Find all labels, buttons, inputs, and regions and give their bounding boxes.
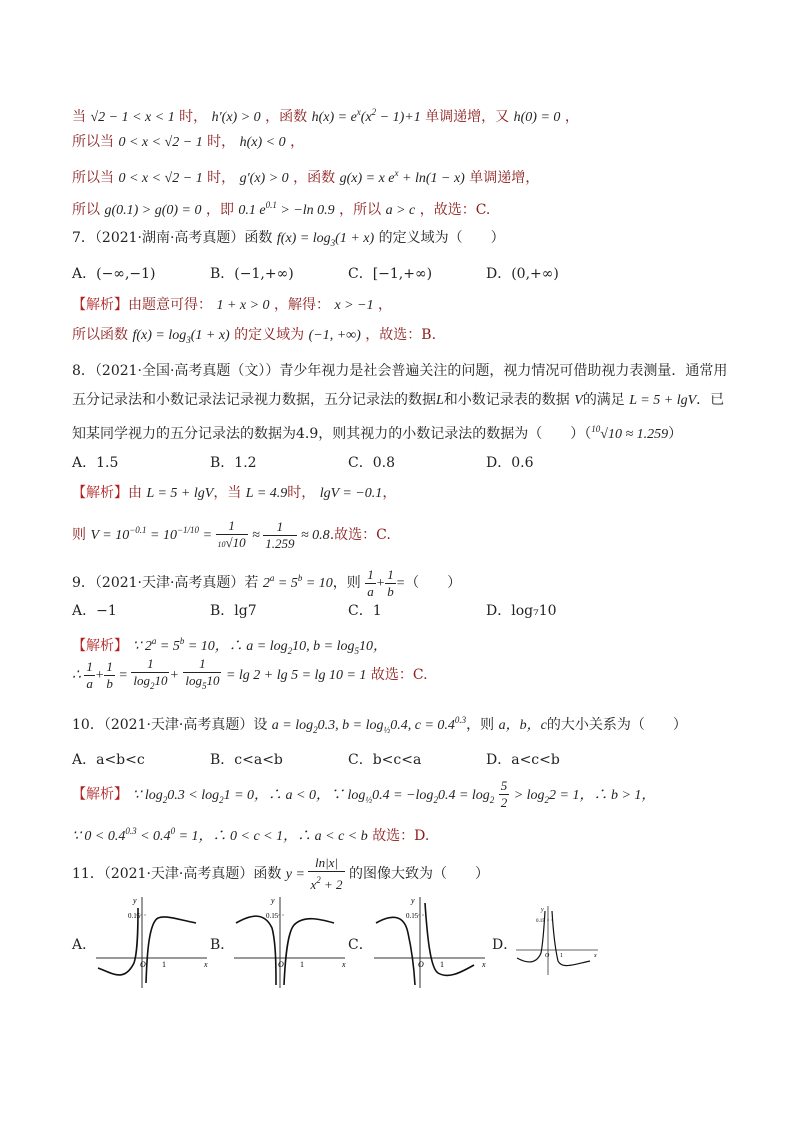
text-segment: 9．（2021·天津·高考真题）若 bbox=[72, 575, 259, 591]
text-segment: ，则 bbox=[466, 717, 495, 733]
text-segment: （ ） bbox=[405, 575, 462, 591]
text-segment: 由 bbox=[128, 485, 142, 501]
axis-label: 1 bbox=[560, 953, 563, 959]
text-segment: 10．（2021·天津·高考真题）设 bbox=[72, 717, 268, 733]
text-segment: 的大小关系为（ ） bbox=[546, 717, 687, 733]
text-segment: 单调递增， bbox=[469, 170, 540, 186]
q8-option-d[interactable]: D．0.6 bbox=[486, 455, 534, 471]
axis-label: 0.15 bbox=[128, 912, 141, 920]
solution-tag: 【解析】 bbox=[72, 638, 128, 654]
q7-option-a[interactable]: A．(−∞,−1) bbox=[72, 266, 156, 282]
question-7-stem: 7．（2021·湖南·高考真题）函数 $f(x) = \log_3(1 + x)$ 的定义域为（ ） bbox=[72, 230, 505, 248]
text-segment: 则 bbox=[72, 527, 86, 543]
q7-solution-line-1: 【解析】由题意可得： 1 + x > 0 ，解得： x > −1 ， bbox=[72, 297, 393, 313]
axis-label: 0.15 bbox=[536, 919, 545, 924]
q7-option-c[interactable]: C．[−1,+∞) bbox=[348, 266, 433, 282]
text-segment: 所以当 bbox=[72, 170, 114, 186]
graph-option-c[interactable] bbox=[370, 893, 490, 993]
question-8-stem-3: 知某同学视力的五分记录法的数据为4.9，则其视力的小数记录法的数据为（ ）（$^{10}$√10 ≈ 1.259） bbox=[72, 424, 683, 442]
q9-option-a[interactable]: A．−1 bbox=[72, 603, 117, 619]
q7-solution-line-2: 所以函数 $f(x) = \log_3(1 + x)$ 的定义域为 (−1, +∞) ，故选：B. bbox=[72, 327, 437, 345]
q11-option-b[interactable]: B． bbox=[210, 937, 235, 953]
axis-label: y bbox=[411, 896, 415, 905]
q8-solution-line-1: 【解析】由 L = 5 + lgV，当 L = 4.9时， lgV = −0.1， bbox=[72, 485, 397, 501]
graph-option-a[interactable] bbox=[92, 893, 212, 993]
text-segment: ） bbox=[668, 426, 683, 442]
q11-option-a[interactable]: A． bbox=[72, 937, 97, 953]
text-segment: 的定义域为 bbox=[234, 327, 305, 343]
text-segment: 单调递增，又 bbox=[425, 109, 510, 125]
text-segment: 故选：D. bbox=[372, 828, 430, 844]
q10-option-b[interactable]: B．c<a<b bbox=[210, 752, 283, 768]
axis-label: y bbox=[271, 896, 275, 905]
q10-option-d[interactable]: D．a<c<b bbox=[486, 752, 560, 768]
solution-line-3: 所以当 0 < x < √2 − 1 时， g′(x) > 0 ，函数 g(x) = x $e^x + \ln(1 - x)$ 单调递增， bbox=[72, 168, 540, 186]
q9-solution-line-2: ∴ $\frac{1}{a}$ + $\frac{1}{b}$ = $\frac{1}{\log_210}$ + $\frac{1}{\log_510}$ = lg 2 + lg 5 = lg 10 = 1 故选：C. bbox=[72, 656, 428, 691]
text-segment: ，故选：B. bbox=[365, 327, 437, 343]
q8-option-a[interactable]: A．1.5 bbox=[72, 455, 119, 471]
q9-option-c[interactable]: C．1 bbox=[348, 603, 382, 619]
solution-line-4: 所以 g(0.1) > g(0) = 0 ，即 0.1 $e^{0.1} > -\ln$ 0.9 ，所以 a > c ，故选：C. bbox=[72, 200, 491, 218]
text-segment: 故选：C. bbox=[370, 667, 428, 683]
axis-label: O bbox=[545, 953, 550, 959]
question-10-stem: 10．（2021·天津·高考真题）设 $a = \log_20.3$, $b = \log_{\frac{1}{2}}0.4$, $c = 0.4^{0.3}$，则 a，b，c的大小关系为（ ） bbox=[72, 715, 687, 735]
text-segment: 所以函数 bbox=[72, 327, 128, 343]
solution-line-2: 所以当 0 < x < √2 − 1 时， h(x) < 0 ， bbox=[72, 134, 305, 150]
solution-tag: 【解析】 bbox=[72, 786, 128, 803]
axis-label: 0.15 bbox=[406, 912, 419, 920]
text-segment: 时， bbox=[287, 485, 316, 501]
text-segment: 和小数记录表的数据 bbox=[443, 392, 570, 408]
text-segment: ， bbox=[290, 134, 305, 150]
solution-tag: 【解析】 bbox=[72, 297, 128, 313]
axis-label: y bbox=[133, 896, 137, 905]
q8-option-b[interactable]: B．1.2 bbox=[210, 455, 257, 471]
q10-solution-line-2: ∵ $0 < 0.4^{0.3} < 0.4^0 = 1$，∴ 0 < c < 1，∴ a < c < b 故选：D. bbox=[72, 826, 430, 844]
text-segment: 当 bbox=[72, 109, 86, 125]
q9-option-b[interactable]: B．lg7 bbox=[210, 603, 257, 619]
axis-label: x bbox=[482, 960, 486, 969]
axis-label: x bbox=[342, 960, 346, 969]
axis-label: x bbox=[594, 953, 597, 959]
text-segment: 的满足 bbox=[582, 392, 625, 408]
axis-label: x bbox=[204, 960, 208, 969]
text-segment: 的图像大致为（ ） bbox=[348, 866, 489, 882]
text-segment: ，当 bbox=[213, 485, 242, 501]
question-8-stem-1: 8．（2021·全国·高考真题（文））青少年视力是社会普遍关注的问题，视力情况可借助视力表测量．通常用 bbox=[72, 363, 728, 379]
q10-option-a[interactable]: A．a<b<c bbox=[72, 752, 145, 768]
q11-option-c[interactable]: C． bbox=[348, 937, 373, 953]
text-segment: .故选：C. bbox=[329, 527, 391, 543]
text-segment: 所以当 bbox=[72, 134, 114, 150]
q7-option-d[interactable]: D．(0,+∞) bbox=[486, 266, 559, 282]
text-segment: 时， bbox=[207, 134, 236, 150]
text-segment: 时， bbox=[207, 170, 236, 186]
q11-option-d[interactable]: D． bbox=[492, 937, 518, 953]
graph-option-d[interactable] bbox=[512, 903, 602, 978]
text-segment: ，所以 bbox=[339, 202, 382, 218]
text-segment: 由题意可得： bbox=[128, 297, 212, 313]
axis-label: 1 bbox=[162, 960, 166, 969]
q8-option-c[interactable]: C．0.8 bbox=[348, 455, 395, 471]
axis-label: O bbox=[418, 960, 424, 969]
axis-label: y bbox=[541, 907, 544, 913]
text-segment: 知某同学视力的五分记录法的数据为4.9，则其视力的小数记录法的数据为（ ）（ bbox=[72, 426, 592, 442]
text-segment: ， bbox=[382, 485, 397, 501]
text-segment: 时， bbox=[179, 109, 208, 125]
q9-solution-line-1: 【解析】 ∵ $2^a = 5^b = 10$，∴ $a = \log_210$, $b = \log_510$， bbox=[72, 636, 387, 656]
text-segment: ， bbox=[564, 109, 579, 125]
text-segment: 五分记录法和小数记录法记录视力数据，五分记录法的数据 bbox=[72, 392, 436, 408]
text-segment: ，故选：C. bbox=[419, 202, 491, 218]
text-segment: ，函数 bbox=[265, 109, 308, 125]
axis-label: 1 bbox=[300, 960, 304, 969]
graph-option-b[interactable] bbox=[230, 893, 350, 993]
text-segment: 的定义域为（ ） bbox=[378, 230, 505, 246]
axis-label: O bbox=[140, 960, 146, 969]
text-segment: 7．（2021·湖南·高考真题）函数 bbox=[72, 230, 273, 246]
q9-option-d[interactable]: D．log₇10 bbox=[486, 603, 557, 619]
q8-solution-line-2: 则 $V = 10^{-0.1} = 10^{-1/10}$ = $\frac{1}{10√10}$ ≈ $\frac{1}{1.259}$ ≈ 0.8.故选：C. bbox=[72, 517, 391, 551]
text-segment: 11．（2021·天津·高考真题）函数 bbox=[72, 866, 282, 882]
text-segment: ，即 bbox=[205, 202, 234, 218]
solution-line-1: 当 √2 − 1 < x < 1 时， h′(x) > 0 ，函数 $h(x) = e^x(x^2 - 1)+1$ 单调递增，又 h(0) = 0 ， bbox=[72, 107, 579, 125]
q7-option-b[interactable]: B．(−1,+∞) bbox=[210, 266, 294, 282]
text-segment: 所以 bbox=[72, 202, 100, 218]
question-9-stem: 9．（2021·天津·高考真题）若 $2^a = 5^b = 10$，则 $\frac{1}{a}$ + $\frac{1}{b}$ =（ ） bbox=[72, 566, 462, 599]
question-11-stem: 11．（2021·天津·高考真题）函数 y = $\frac{\ln|x|}{x^2 + 2}$ 的图像大致为（ ） bbox=[72, 855, 489, 892]
q10-option-c[interactable]: C．b<c<a bbox=[348, 752, 422, 768]
text-segment: ，则 bbox=[332, 575, 361, 591]
text-segment: ，解得： bbox=[274, 297, 331, 313]
text-segment: ， bbox=[378, 297, 393, 313]
q10-solution-line-1: 【解析】 ∵ $\log_20.3 < \log_21 = 0$，∴ a < 0，∵ $\log_{\frac{1}{2}}0.4 = -\log_20.4 = \log_2$ $\frac{5}{2}$ > $\log_22 = 1$，∴ b > 1， bbox=[72, 778, 656, 810]
text-segment: ．已 bbox=[696, 392, 725, 408]
axis-label: 0.15 bbox=[266, 912, 279, 920]
axis-label: 1 bbox=[440, 960, 444, 969]
axis-label: O bbox=[278, 960, 284, 969]
text-segment: ，函数 bbox=[293, 170, 336, 186]
question-8-stem-2: 五分记录法和小数记录法记录视力数据，五分记录法的数据L和小数记录表的数据 V的满足 L = 5 + lgV．已 bbox=[72, 392, 725, 408]
solution-tag: 【解析】 bbox=[72, 485, 128, 501]
